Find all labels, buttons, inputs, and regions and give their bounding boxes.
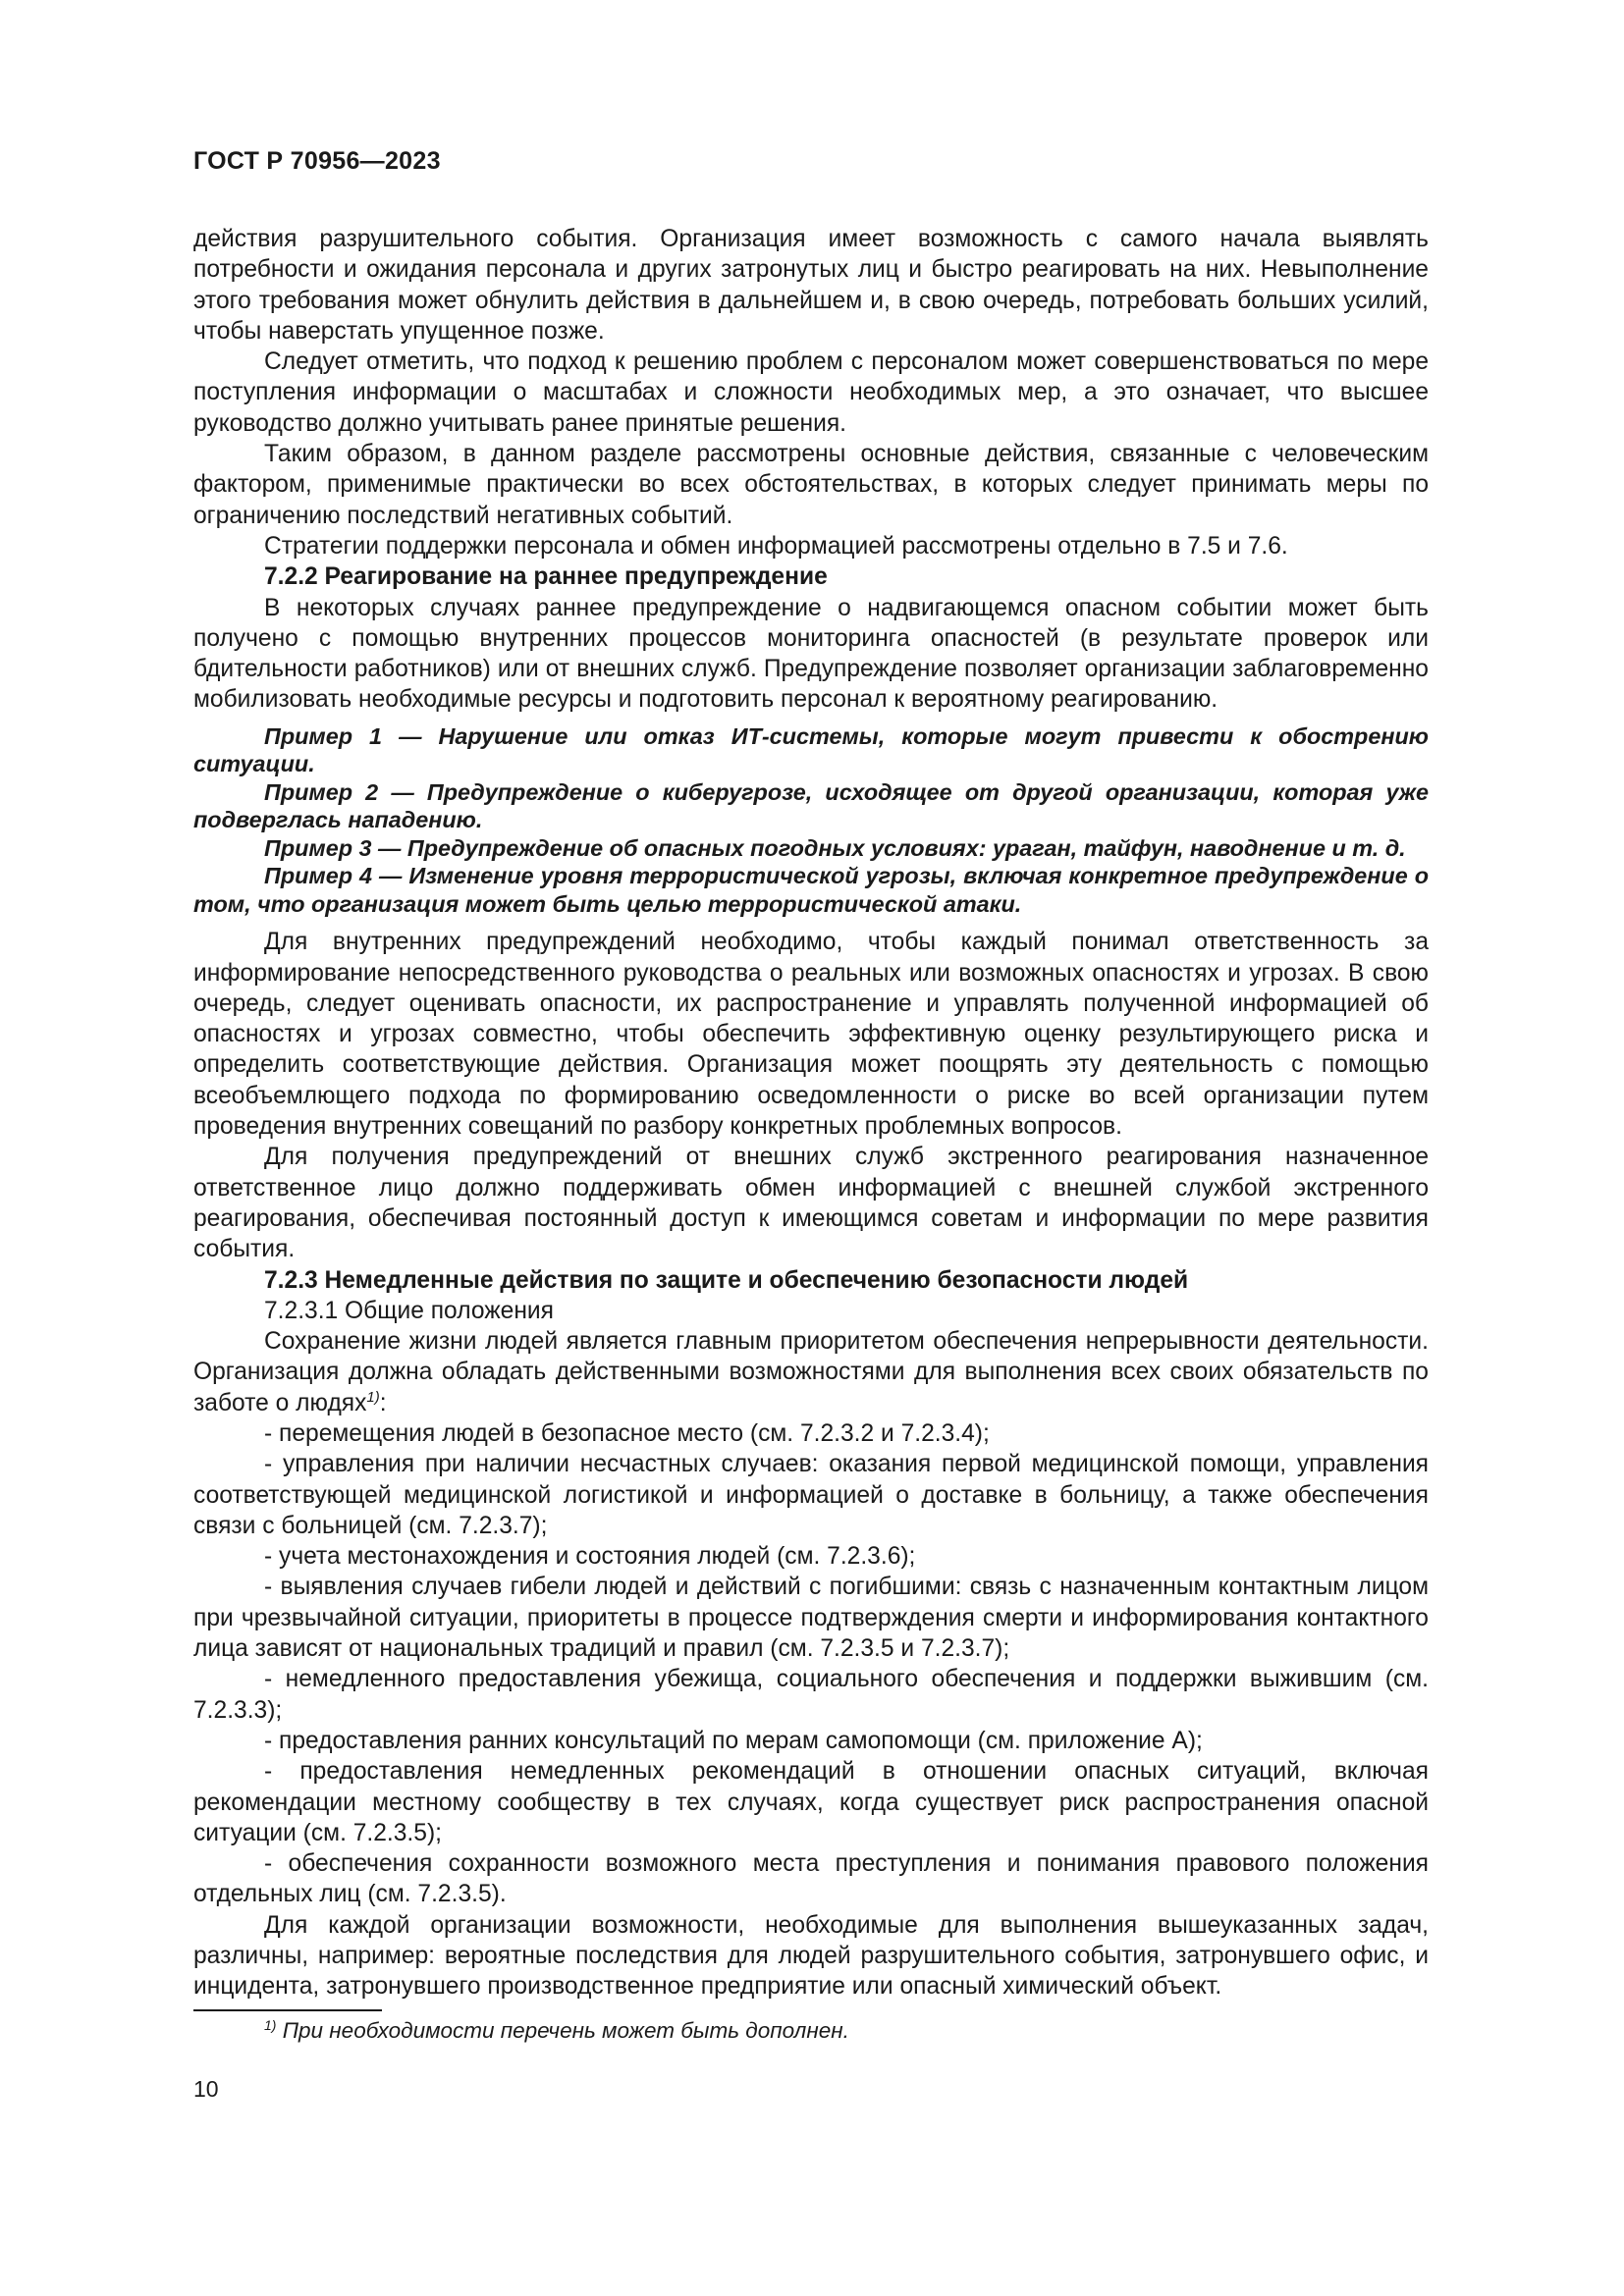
example-1: Пример 1 — Нарушение или отказ ИТ-системы, которые могут привести к обострению ситуации. bbox=[193, 722, 1429, 777]
paragraph: В некоторых случаях раннее предупреждение о надвигающемся опасном событии может быть получено с помощью внутренних процессов мониторинга опасностей (в результате проверок или бдительности работников) или от внешних служб. Предупреждение позволяет организации заблаговременно мобилизовать необходимые ресурсы и подготовить персонал к вероятному реагированию. bbox=[193, 594, 1429, 714]
main-text bbox=[193, 224, 1429, 2002]
example-3: Пример 3 — Предупреждение об опасных погодных условиях: ураган, тайфун, наводнение и т. д. bbox=[264, 834, 1406, 861]
list-item: - выявления случаев гибели людей и действий с погибшими: связь с назначенным контактным лицом при чрезвычайной ситуации, приоритеты в процессе подтверждения смерти и информирования контактного лица зависят от национальных традиций и правил (см. 7.2.3.5 и 7.2.3.7); bbox=[193, 1574, 1429, 1663]
footnote-mark: 1) bbox=[264, 2017, 277, 2033]
page-header-standard-number: ГОСТ Р 70956—2023 bbox=[193, 147, 441, 175]
paragraph: действия разрушительного события. Организация имеет возможность с самого начала выявлять потребности и ожидания персонала и других затронутых лиц и быстро реагировать на них. Невыполнение этого требования может обнулить действия в дальнейшем и, в свою очередь, потребовать больших усилий, чтобы наверстать упущенное позже. bbox=[193, 226, 1429, 345]
subsection-heading-7-2-3-1: 7.2.3.1 Общие положения bbox=[264, 1297, 554, 1324]
list-item: - предоставления немедленных рекомендаций в отношении опасных ситуаций, включая рекомендации местному сообществу в тех случаях, когда существует риск распространения опасной ситуации (см. 7.2.3.5); bbox=[193, 1758, 1429, 1846]
footnote-text: При необходимости перечень может быть дополнен. bbox=[282, 2018, 849, 2043]
list-item: - учета местонахождения и состояния людей (см. 7.2.3.6); bbox=[264, 1543, 916, 1571]
list-item: - обеспечения сохранности возможного места преступления и понимания правового положения отдельных лиц (см. 7.2.3.5). bbox=[193, 1850, 1429, 1908]
example-2: Пример 2 — Предупреждение о киберугрозе, исходящее от другой организации, которая уже подверглась нападению. bbox=[193, 778, 1429, 833]
paragraph-colon: : bbox=[379, 1389, 387, 1416]
footnote bbox=[264, 2018, 849, 2044]
paragraph: Стратегии поддержки персонала и обмен информацией рассмотрены отдельно в 7.5 и 7.6. bbox=[264, 532, 1288, 560]
page-number: 10 bbox=[193, 2076, 219, 2102]
example-4: Пример 4 — Изменение уровня террористической угрозы, включая конкретное предупреждение о том, что организация может быть целью террористической атаки. bbox=[193, 863, 1429, 917]
footnote-divider bbox=[193, 2009, 382, 2011]
list-item: - немедленного предоставления убежища, социального обеспечения и поддержки выжившим (см. 7.2.3.3); bbox=[193, 1666, 1429, 1724]
paragraph: Для каждой организации возможности, необходимые для выполнения вышеуказанных задач, различны, например: вероятные последствия для людей разрушительного события, затронувшего офис, и инцидента, затронувшего производственное предприятие или опасный химический объект. bbox=[193, 1911, 1429, 2001]
section-heading-7-2-3: 7.2.3 Немедленные действия по защите и обеспечению безопасности людей bbox=[264, 1266, 1189, 1294]
list-item: - предоставления ранних консультаций по мерам самопомощи (см. приложение А); bbox=[264, 1727, 1203, 1754]
paragraph: Следует отметить, что подход к решению проблем с персоналом может совершенствоваться по мере поступления информации о масштабах и сложности необходимых мер, а это означает, что высшее руководство должно учитывать ранее принятые решения. bbox=[193, 348, 1429, 437]
section-heading-7-2-2: 7.2.2 Реагирование на раннее предупреждение bbox=[264, 563, 828, 591]
paragraph: Для внутренних предупреждений необходимо, чтобы каждый понимал ответственность за информирование непосредственного руководства о реальных или возможных опасностях и угрозах. В свою очередь, следует оценивать опасности, их распространение и управлять полученной информацией об опасностях и угрозах совместно, чтобы обеспечить эффективную оценку результирующего риска и определить соответствующие действия. Организация может поощрять эту деятельность с помощью всеобъемлющего подхода по формированию осведомленности о риске во всей организации путем проведения внутренних совещаний по разбору конкретных проблемных вопросов. bbox=[193, 929, 1429, 1141]
paragraph-text: Сохранение жизни людей является главным приоритетом обеспечения непрерывности деятельности. Организация должна обладать действенными возможностями для выполнения всех своих обязательств по заботе о людях bbox=[193, 1328, 1429, 1416]
list-item: - управления при наличии несчастных случаев: оказания первой медицинской помощи, управления соответствующей медицинской логистикой и информацией о доставке в больницу, а также обеспечения связи с больницей (см. 7.2.3.7); bbox=[193, 1451, 1429, 1539]
list-item: - перемещения людей в безопасное место (см. 7.2.3.2 и 7.2.3.4); bbox=[264, 1420, 990, 1447]
paragraph: Для получения предупреждений от внешних служб экстренного реагирования назначенное ответственное лицо должно поддерживать обмен информацией с внешней службой экстренного реагирования, обеспечивая постоянный доступ к имеющимся советам и информации по мере развития события. bbox=[193, 1144, 1429, 1263]
paragraph-with-footnote bbox=[193, 1326, 1429, 1418]
paragraph: Таким образом, в данном разделе рассмотрены основные действия, связанные с человеческим фактором, применимые практически во всех обстоятельствах, в которых следует принимать меры по ограничению последствий негативных событий. bbox=[193, 441, 1429, 529]
footnote-reference[interactable]: 1) bbox=[366, 1388, 380, 1406]
